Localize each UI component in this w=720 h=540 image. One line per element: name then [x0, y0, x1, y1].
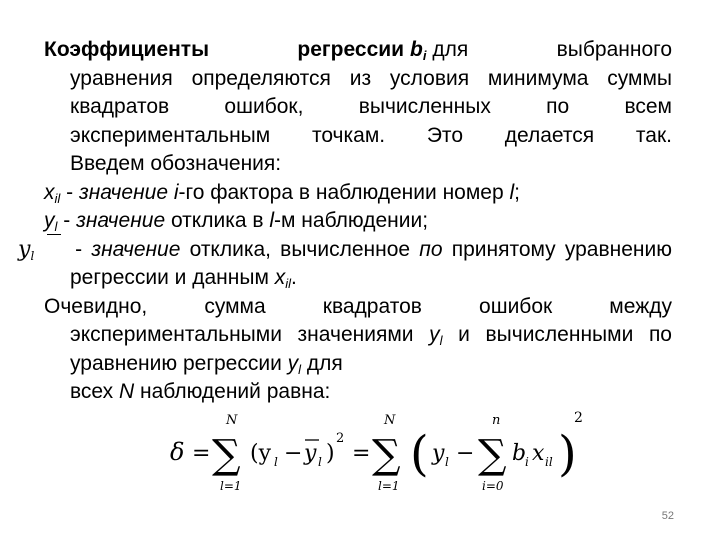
svg-text:−: − — [456, 441, 475, 466]
formula-big-open-paren: ( — [410, 426, 429, 482]
svg-text:i: i — [525, 455, 529, 469]
svg-text:): ) — [326, 441, 335, 466]
formula-sum2-lower: l=1 — [378, 479, 400, 493]
formula-equals-2: = — [352, 441, 371, 466]
sum-of-squared-errors-formula — [170, 402, 590, 502]
formula-sum3-upper: n — [492, 413, 501, 428]
formula-term1: (y — [250, 441, 272, 466]
svg-text:−: − — [284, 441, 303, 466]
formula-equals-1: = — [192, 441, 211, 466]
formula-sum2-sigma: ∑ — [372, 432, 401, 478]
intro-rest: уравнения определяются из условия минимума суммы квадратов ошибок, вычисленных по всем экспериментальным точкам. Это делается так. — [70, 66, 672, 147]
definition-xil: $x_{il}$ - значение i-го фактора в наблюдении номер l; — [44, 180, 520, 206]
intro-last-line: Введем обозначения: — [70, 152, 282, 175]
intro-symbol-b: b — [409, 38, 423, 61]
formula-sum1-upper: N — [226, 413, 238, 428]
svg-text:x: x — [532, 441, 545, 466]
formula-sum3-sigma: ∑ — [478, 432, 507, 478]
formula-ybar: y — [304, 441, 317, 466]
slide-text — [18, 36, 672, 407]
intro-word-coefficients: Коэффициенты — [44, 38, 210, 61]
page-number: 52 — [661, 510, 674, 522]
definition-yl: $y_l$ - значение отклика в l-м наблюдении; — [44, 209, 429, 234]
svg-text:2: 2 — [574, 410, 583, 426]
svg-text:l: l — [318, 455, 322, 469]
svg-text:y: y — [432, 441, 445, 466]
sum-of-squares-paragraph: Очевидно, сумма квадратов ошибок между экспериментальными значениями $y_l$ и вычисленными по уравнению регрессии $y_l$ для всех N наблюдений равна: — [44, 294, 672, 403]
formula-delta: δ — [170, 438, 185, 466]
svg-text:b: b — [512, 441, 527, 466]
formula-sum3-lower: i=0 — [482, 479, 504, 493]
intro-word-regression: регрессии — [297, 38, 405, 61]
definition-ybar: $y_l$ - значение отклика, вычисленное по принятому уравнению регрессии и данным $x_{il}$. — [18, 236, 672, 291]
svg-text:l: l — [274, 455, 278, 469]
intro-paragraph: Коэффициенты регрессии $b_i$ для выбранного уравнения определяются из условия минимума суммы квадратов ошибок, вычисленных по всем экспериментальным точкам. Это делается так. — [44, 38, 672, 147]
svg-text:l: l — [445, 455, 449, 469]
formula-big-close-paren: ) — [558, 426, 577, 482]
formula-sum1-lower: l=1 — [220, 479, 242, 493]
svg-text:il: il — [545, 455, 553, 469]
ybar-symbol: $y_l$ — [44, 236, 66, 265]
formula-sum2-upper: N — [384, 413, 396, 428]
formula-sum1-sigma: ∑ — [212, 432, 241, 478]
svg-text:2: 2 — [336, 431, 345, 446]
